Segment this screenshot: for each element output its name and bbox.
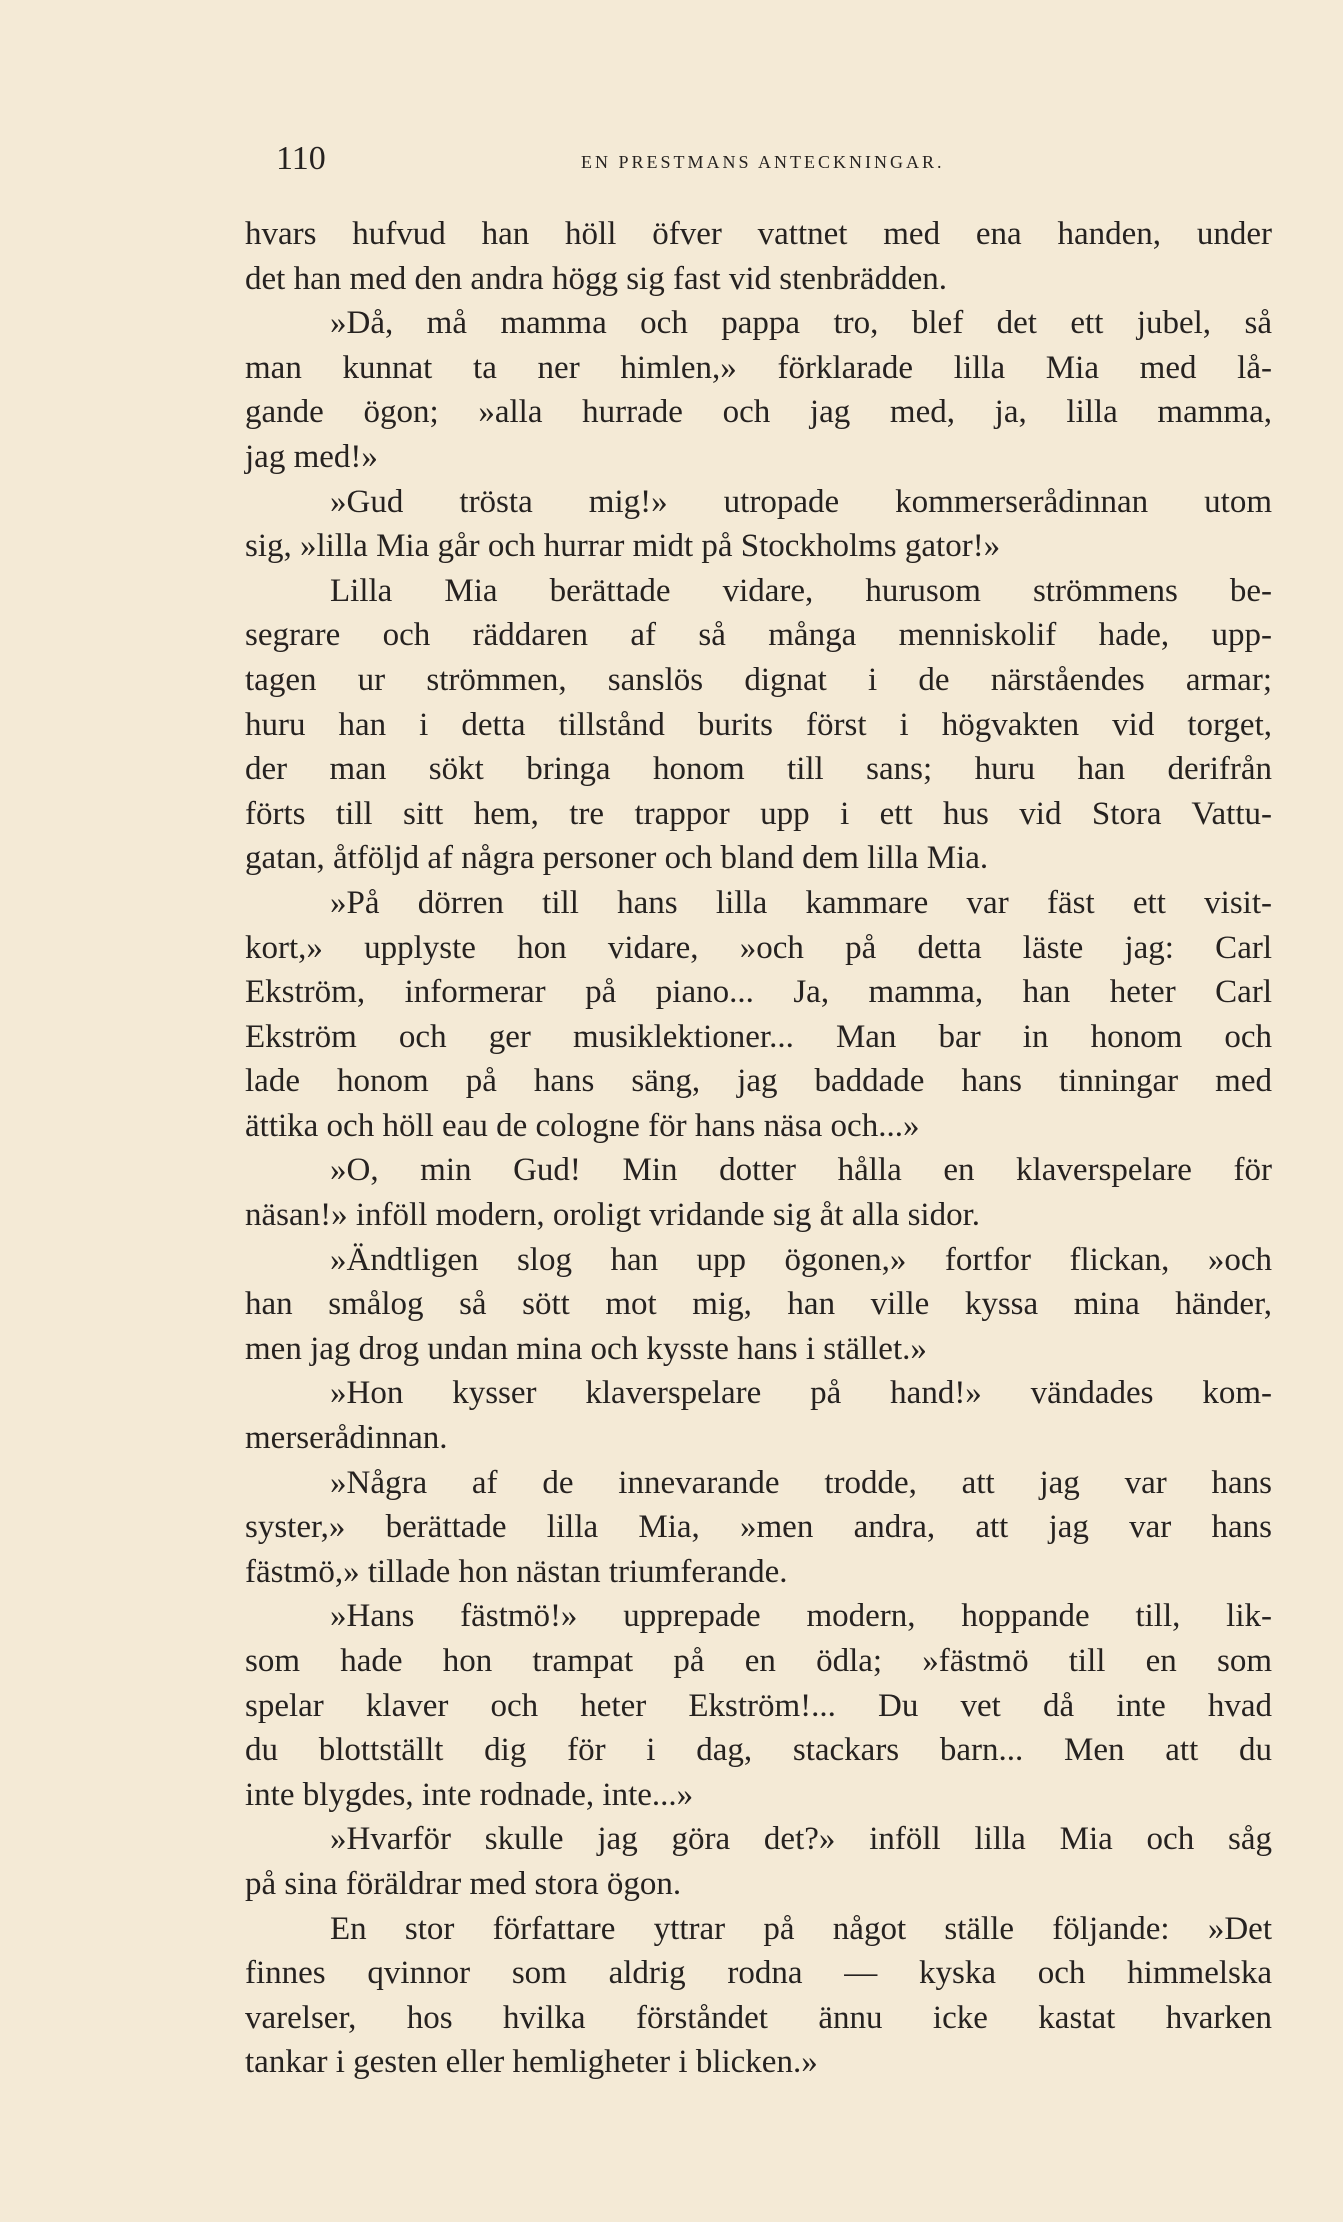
- text-line: det han med den andra högg sig fast vid stenbrädden.: [245, 260, 947, 297]
- text-line: han smålog så sött mot mig, han ville kyssa mina händer,: [245, 1286, 1272, 1323]
- text-line: jag med!»: [245, 438, 378, 475]
- text-line: huru han i detta tillstånd burits först i högvakten vid torget,: [245, 706, 1272, 743]
- text-line: segrare och räddaren af så många menniskolif hade, upp-: [245, 617, 1272, 654]
- text-line: der man sökt bringa honom till sans; huru han derifrån: [245, 751, 1272, 788]
- text-line: gatan, åtföljd af några personer och bland dem lilla Mia.: [245, 840, 989, 877]
- text-line: kort,» upplyste hon vidare, »och på detta läste jag: Carl: [245, 929, 1272, 966]
- text-line: spelar klaver och heter Ekström!... Du vet då inte hvad: [245, 1687, 1272, 1724]
- text-line: »O, min Gud! Min dotter hålla en klaverspelare för: [330, 1152, 1272, 1189]
- text-line: förts till sitt hem, tre trappor upp i ett hus vid Stora Vattu-: [245, 795, 1272, 832]
- text-line: du blottställt dig för i dag, stackars barn... Men att du: [245, 1732, 1272, 1769]
- text-line: man kunnat ta ner himlen,» förklarade lilla Mia med lå-: [245, 349, 1272, 386]
- text-line: tagen ur strömmen, sanslös dignat i de närståendes armar;: [245, 661, 1272, 698]
- text-line: men jag drog undan mina och kysste hans i stället.»: [245, 1330, 927, 1367]
- text-line: fästmö,» tillade hon nästan triumferande.: [245, 1553, 788, 1590]
- text-line: på sina föräldrar med stora ögon.: [245, 1865, 682, 1902]
- text-line: tankar i gesten eller hemligheter i blicken.»: [245, 2044, 818, 2081]
- text-line: merserådinnan.: [245, 1420, 448, 1457]
- running-head: EN PRESTMANS ANTECKNINGAR.: [581, 152, 945, 172]
- text-line: ättika och höll eau de cologne för hans näsa och...»: [245, 1107, 920, 1144]
- text-line: lade honom på hans säng, jag baddade hans tinningar med: [245, 1063, 1272, 1100]
- text-line: »Gud trösta mig!» utropade kommerserådinnan utom: [330, 483, 1272, 520]
- text-line: »Ändtligen slog han upp ögonen,» fortfor flickan, »och: [330, 1241, 1272, 1278]
- text-line: finnes qvinnor som aldrig rodna — kyska och himmelska: [245, 1955, 1272, 1992]
- text-line: varelser, hos hvilka förståndet ännu icke kastat hvarken: [245, 1999, 1272, 2036]
- text-line: »På dörren till hans lilla kammare var fäst ett visit-: [330, 884, 1272, 921]
- text-line: »Då, må mamma och pappa tro, blef det ett jubel, så: [330, 305, 1272, 342]
- text-line: »Några af de innevarande trodde, att jag var hans: [330, 1464, 1272, 1501]
- page-header: [276, 140, 1276, 186]
- body-text: [245, 212, 1272, 2085]
- text-line: inte blygdes, inte rodnade, inte...»: [245, 1776, 694, 1813]
- text-line: syster,» berättade lilla Mia, »men andra, att jag var hans: [245, 1509, 1272, 1546]
- text-line: »Hon kysser klaverspelare på hand!» vändades kom-: [330, 1375, 1272, 1412]
- text-line: näsan!» inföll modern, oroligt vridande sig åt alla sidor.: [245, 1197, 981, 1234]
- text-line: Ekström, informerar på piano... Ja, mamma, han heter Carl: [245, 974, 1272, 1011]
- text-line: »Hans fästmö!» upprepade modern, hoppande till, lik-: [330, 1598, 1272, 1635]
- text-line: »Hvarför skulle jag göra det?» inföll lilla Mia och såg: [330, 1821, 1272, 1858]
- text-line: hvars hufvud han höll öfver vattnet med ena handen, under: [245, 216, 1272, 252]
- page-number: 110: [276, 140, 326, 177]
- text-line: En stor författare yttrar på något ställe följande: »Det: [330, 1910, 1272, 1947]
- text-line: som hade hon trampat på en ödla; »fästmö till en som: [245, 1643, 1272, 1679]
- text-line: gande ögon; »alla hurrade och jag med, ja, lilla mamma,: [245, 394, 1272, 431]
- text-line: Lilla Mia berättade vidare, hurusom strömmens be-: [330, 572, 1272, 609]
- text-line: sig, »lilla Mia går och hurrar midt på Stockholms gator!»: [245, 528, 1001, 565]
- text-line: Ekström och ger musiklektioner... Man bar in honom och: [245, 1018, 1272, 1055]
